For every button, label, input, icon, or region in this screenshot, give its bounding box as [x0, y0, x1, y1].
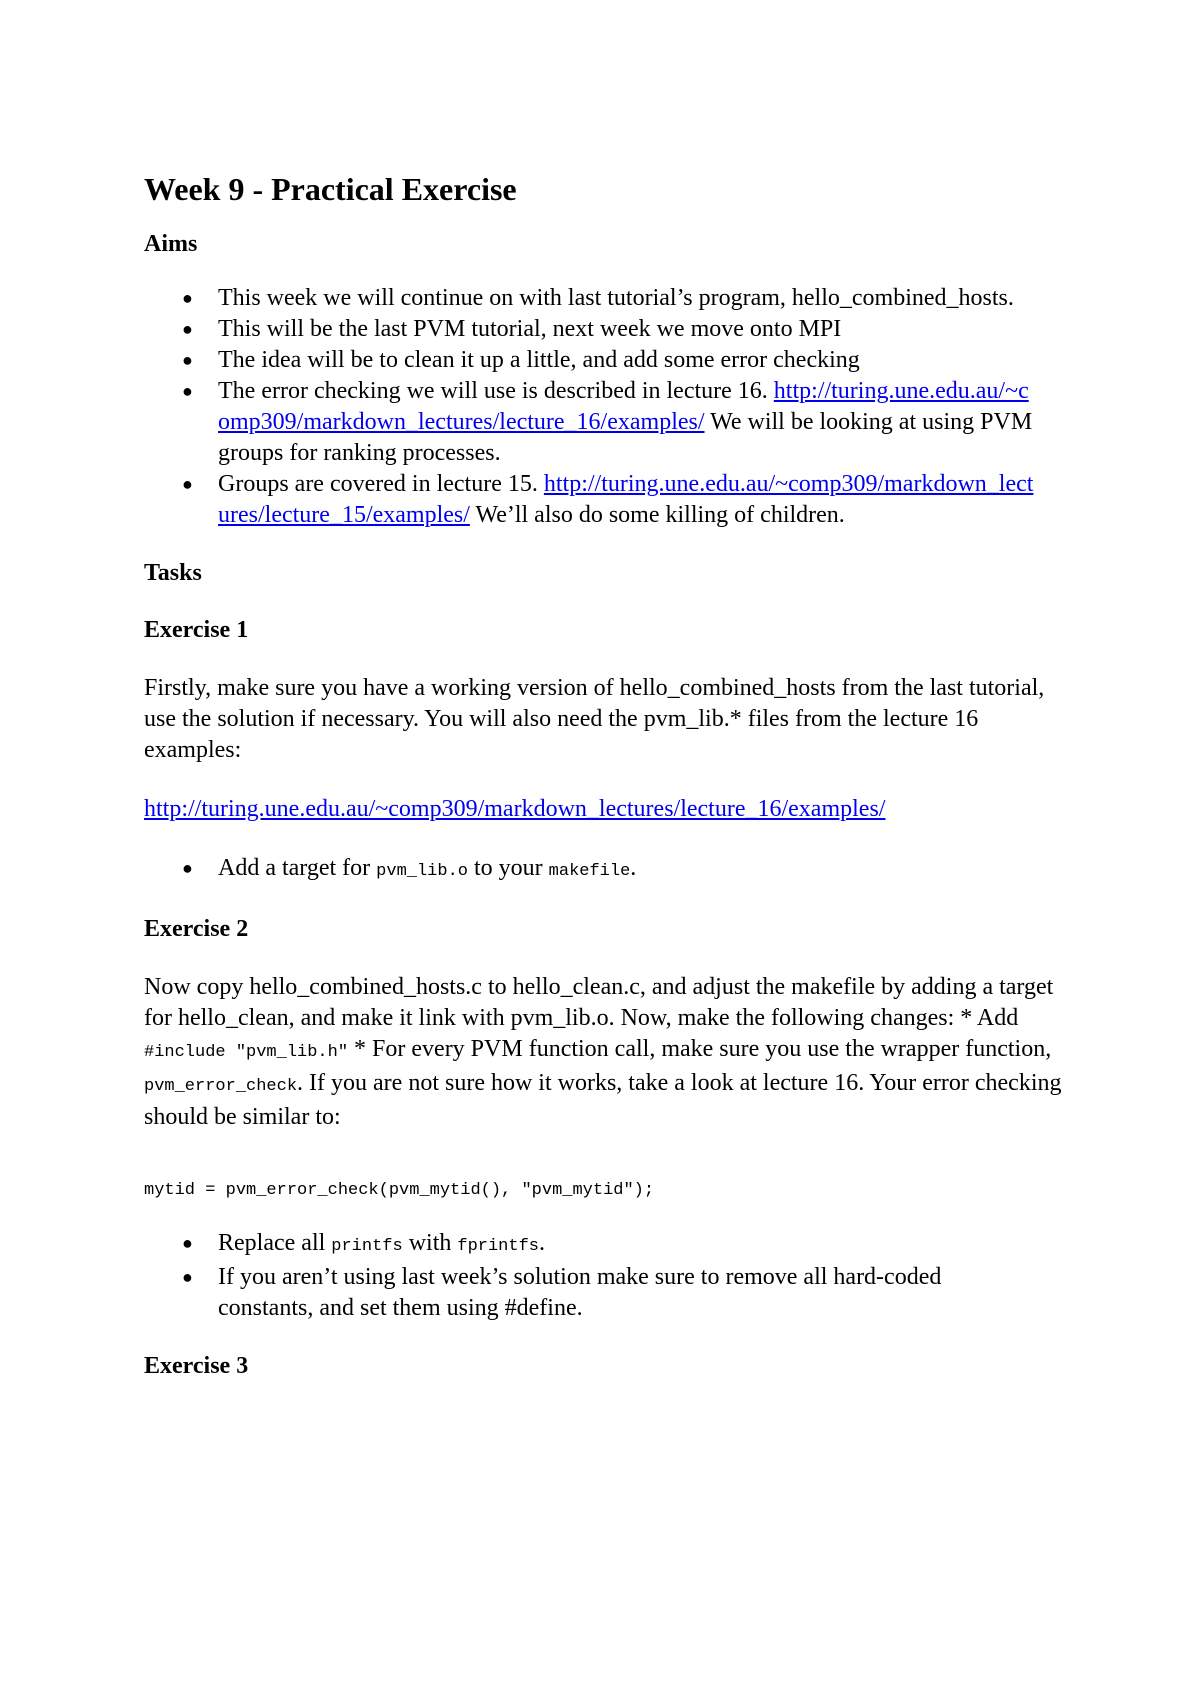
inline-code: makefile [548, 861, 631, 881]
bullet-icon: ● [182, 350, 193, 371]
tasks-heading: Tasks [144, 560, 202, 587]
bullet-icon: ● [182, 319, 193, 340]
list-item [144, 853, 1038, 887]
aims-item-text: We’ll also do some killing of children. [469, 502, 845, 529]
list-text: . [630, 854, 637, 881]
bullet-icon: ● [182, 474, 193, 495]
bullet-icon: ● [182, 1232, 193, 1253]
bullet-icon: ● [182, 857, 193, 878]
aims-item-text: Groups are covered in lecture 15. [218, 471, 544, 498]
list-text: Replace all [218, 1229, 332, 1256]
aims-heading: Aims [144, 231, 198, 258]
bullet-icon: ● [182, 1266, 193, 1287]
list-text: . [539, 1229, 545, 1256]
code-block: mytid = pvm_error_check(pvm_mytid(), "pvm_mytid"); [144, 1180, 655, 1200]
list-item [144, 345, 1038, 376]
inline-code: printfs [331, 1236, 403, 1256]
document-page [144, 170, 1064, 1380]
exercise-1-paragraph: Firstly, make sure you have a working version of hello_combined_hosts from the last tutorial, use the solution if necessary. You will also need the pvm_lib.* files from the lecture 16 examples: [144, 674, 1045, 763]
exercise-2-list [144, 1228, 1064, 1324]
page-title: Week 9 - Practical Exercise [144, 171, 517, 207]
paragraph-text: . If you are not sure how it works, take a look at lecture 16. Your error checking should be similar to: [144, 1069, 1062, 1130]
inline-code: fprintfs [457, 1236, 539, 1256]
paragraph-text: * For every PVM function call, make sure you use the wrapper function, [348, 1035, 1052, 1062]
list-text: Add a target for [218, 854, 377, 881]
list-text: to your [468, 854, 549, 881]
aims-item-text: The idea will be to clean it up a little, and add some error checking [218, 347, 860, 374]
exercise-2-paragraph [144, 972, 1064, 1133]
list-item [144, 376, 1038, 469]
list-text: If you aren’t using last week’s solution make sure to remove all hard-coded constants, and set them using #define. [218, 1263, 942, 1321]
aims-item-text: This will be the last PVM tutorial, next week we move onto MPI [218, 316, 842, 343]
inline-code: #include "pvm_lib.h" [144, 1042, 349, 1062]
list-item [144, 469, 1038, 531]
inline-code: pvm_error_check [144, 1076, 298, 1096]
examples-link-paragraph [144, 794, 1064, 825]
inline-code: pvm_lib.o [376, 861, 468, 881]
exercise-2-heading: Exercise 2 [144, 915, 249, 942]
exercise-1-list [144, 853, 1064, 887]
aims-item-text: This week we will continue on with last tutorial’s program, hello_combined_hosts. [218, 285, 1014, 312]
aims-item-text: The error checking we will use is described in lecture 16. [218, 378, 774, 405]
exercise-3-heading: Exercise 3 [144, 1352, 249, 1379]
lecture-15-link[interactable]: http://turing.une.edu.au/~comp309/markdown_lectures/lecture_15/examples/ [218, 471, 1034, 529]
aims-item-text: We will be looking at using PVM groups for ranking processes. [218, 409, 1033, 467]
paragraph-text: Now copy hello_combined_hosts.c to hello_clean.c, and adjust the makefile by adding a target for hello_clean, and make it link with pvm_lib.o. Now, make the following changes: * Add [144, 973, 1054, 1031]
lecture-16-link[interactable]: http://turing.une.edu.au/~comp309/markdown_lectures/lecture_16/examples/ [218, 378, 1029, 436]
lecture-16-examples-link[interactable]: http://turing.une.edu.au/~comp309/markdown_lectures/lecture_16/examples/ [144, 795, 886, 822]
list-item [144, 1262, 1038, 1324]
exercise-1-heading: Exercise 1 [144, 616, 249, 643]
list-item [144, 1228, 1038, 1262]
aims-list [144, 283, 1064, 531]
bullet-icon: ● [182, 381, 193, 402]
list-text: with [402, 1229, 458, 1256]
bullet-icon: ● [182, 288, 193, 309]
list-item [144, 314, 1038, 345]
list-item [144, 283, 1038, 314]
